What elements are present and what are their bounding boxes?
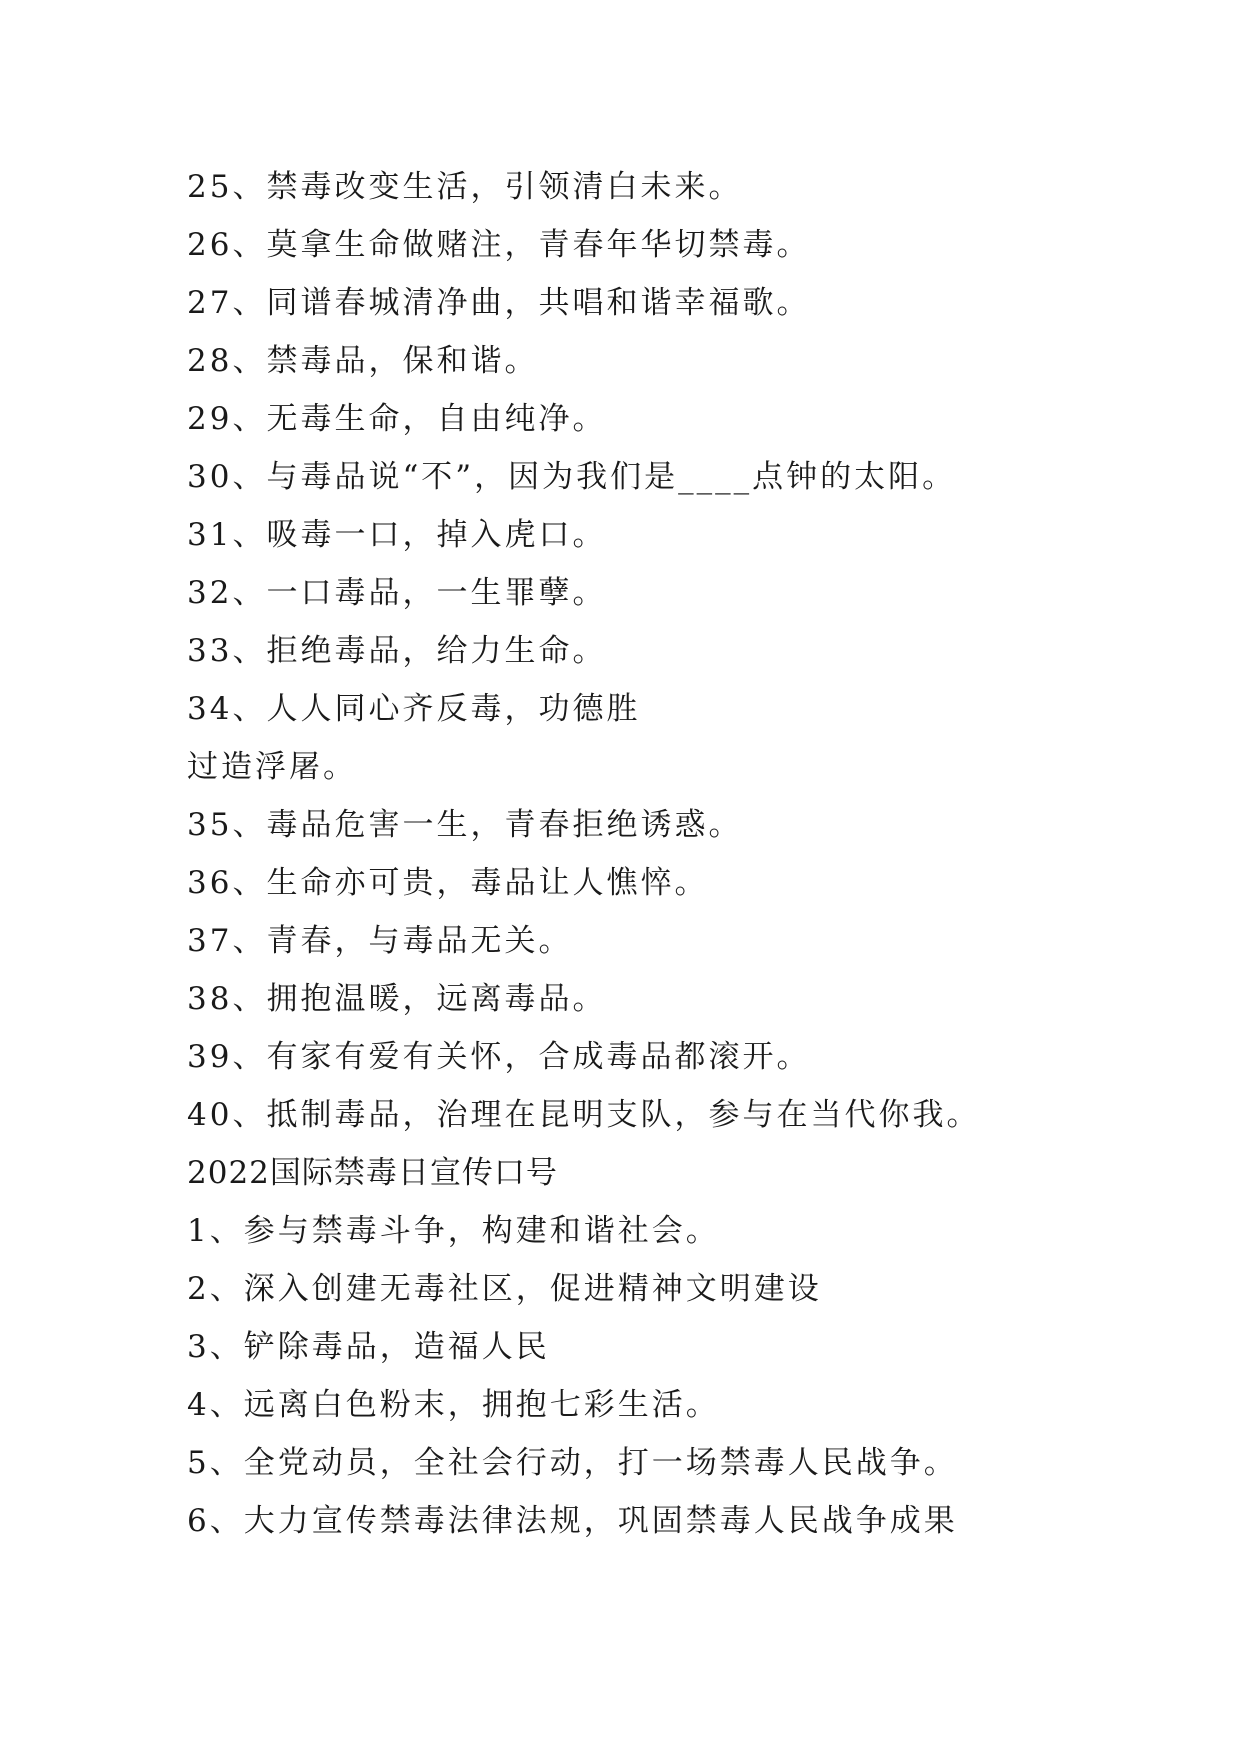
section-slogan-1: 1、参与禁毒斗争，构建和谐社会。 xyxy=(187,1213,720,1249)
section-heading: 2022国际禁毒日宣传口号 xyxy=(187,1155,558,1191)
slogan-line-35: 35、毒品危害一生，青春拒绝诱惑。 xyxy=(187,807,743,843)
slogan-line-25: 25、禁毒改变生活，引领清白未来。 xyxy=(187,169,743,205)
slogan-line-30: 30、与毒品说“不”，因为我们是____点钟的太阳。 xyxy=(187,459,957,495)
slogan-line-29: 29、无毒生命，自由纯净。 xyxy=(187,401,607,437)
slogan-line-28: 28、禁毒品，保和谐。 xyxy=(187,343,539,379)
slogan-line-32: 32、一口毒品，一生罪孽。 xyxy=(187,575,607,611)
slogan-line-37: 37、青春，与毒品无关。 xyxy=(187,923,573,959)
slogan-line-36: 36、生命亦可贵，毒品让人憔悴。 xyxy=(187,865,709,901)
slogan-line-34: 34、人人同心齐反毒，功德胜 xyxy=(187,691,641,727)
slogan-line-40: 40、抵制毒品，治理在昆明支队，参与在当代你我。 xyxy=(187,1097,981,1133)
section-slogan-5: 5、全党动员，全社会行动，打一场禁毒人民战争。 xyxy=(187,1445,958,1481)
slogan-line-26: 26、莫拿生命做赌注，青春年华切禁毒。 xyxy=(187,227,811,263)
slogan-line-34-continued: 过造浮屠。 xyxy=(187,749,357,785)
document-body xyxy=(187,158,1087,1550)
slogan-line-31: 31、吸毒一口，掉入虎口。 xyxy=(187,517,607,553)
slogan-line-27: 27、同谱春城清净曲，共唱和谐幸福歌。 xyxy=(187,285,811,321)
section-slogan-2: 2、深入创建无毒社区，促进精神文明建设 xyxy=(187,1271,822,1307)
section-slogan-3: 3、铲除毒品，造福人民 xyxy=(187,1329,550,1365)
slogan-line-39: 39、有家有爱有关怀，合成毒品都滚开。 xyxy=(187,1039,811,1075)
section-slogan-4: 4、远离白色粉末，拥抱七彩生活。 xyxy=(187,1387,720,1423)
slogan-line-38: 38、拥抱温暖，远离毒品。 xyxy=(187,981,607,1017)
slogan-line-33: 33、拒绝毒品，给力生命。 xyxy=(187,633,607,669)
section-slogan-6: 6、大力宣传禁毒法律法规，巩固禁毒人民战争成果 xyxy=(187,1503,958,1539)
